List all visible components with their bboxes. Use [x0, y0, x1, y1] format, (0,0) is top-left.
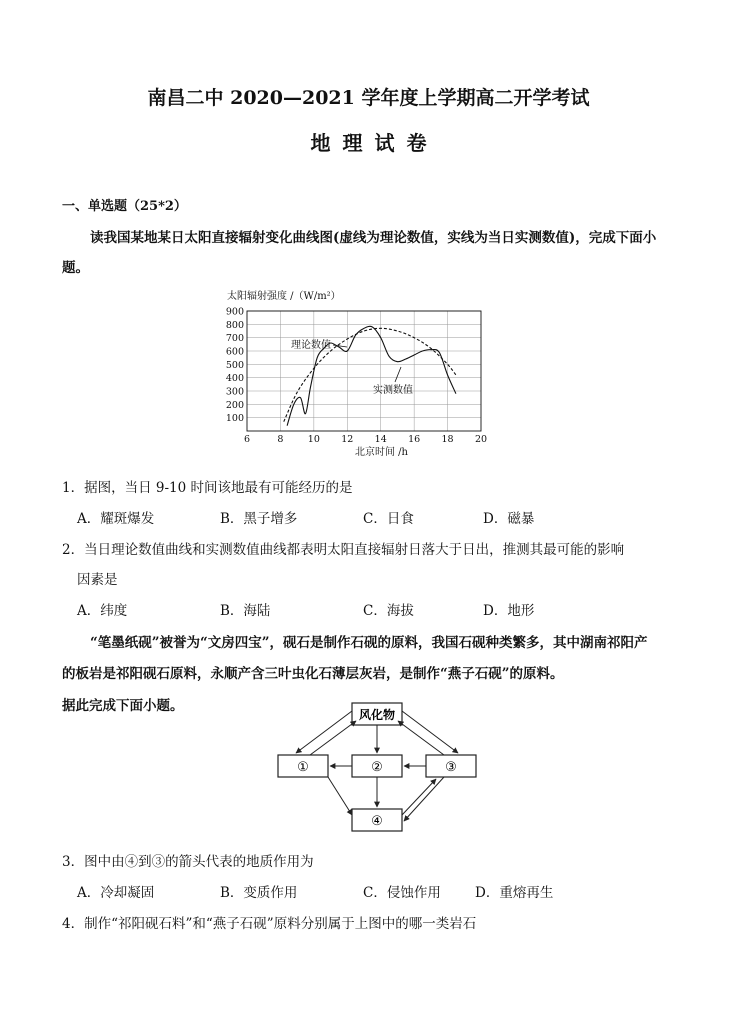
annotation-theory: 理论数值: [291, 340, 331, 351]
q3-option-d: D．重熔再生: [475, 885, 554, 901]
box-4: [352, 809, 402, 831]
x-tick-label: 20: [474, 434, 488, 445]
q1-option-d: D．磁暴: [483, 511, 535, 527]
y-tick-label: 300: [225, 386, 244, 398]
intro2-line1: “笔墨纸砚”被誉为“文房四宝”，砚石是制作石砚的原料，我国石砚种类繁多，其中湖南祁阳产: [90, 635, 648, 651]
q3-stem: 3．图中由④到③的箭头代表的地质作用为: [62, 854, 314, 870]
q3-option-c: C．侵蚀作用: [363, 885, 441, 901]
y-tick-label: 900: [225, 306, 244, 318]
q3-option-a: A．冷却凝固: [77, 885, 155, 901]
q2-stem-line1: 2．当日理论数值曲线和实测数值曲线都表明太阳直接辐射日落大于日出，推测其最可能的影响: [62, 542, 625, 558]
box-2: [352, 755, 402, 777]
x-tick-label: 12: [341, 434, 354, 445]
x-tick-label: 10: [307, 434, 320, 445]
q1-stem: 1．据图，当日 9-10 时间该地最有可能经历的是: [62, 480, 353, 496]
chart-y-ticks: [226, 307, 244, 425]
y-tick-label: 700: [225, 333, 244, 345]
solar-radiation-chart: [215, 287, 505, 459]
q4-stem: 4．制作“祁阳砚石料”和“燕子石砚”原料分别属于上图中的哪一类岩石: [62, 916, 477, 932]
rock-cycle-diagram: [268, 697, 478, 837]
intro1-line2: 题。: [62, 260, 89, 276]
q2-option-a: A．纬度: [77, 603, 128, 619]
x-tick-label: 18: [441, 434, 454, 445]
y-tick-label: 100: [225, 413, 244, 425]
annotation-measured-pointer: [395, 367, 401, 382]
y-tick-label: 800: [225, 319, 244, 331]
y-tick-label: 200: [225, 399, 244, 411]
y-tick-label: 400: [225, 373, 244, 385]
q2-option-d: D．地形: [483, 603, 535, 619]
x-tick-label: 6: [243, 434, 251, 445]
svg-text:②: ②: [371, 760, 383, 775]
x-tick-label: 8: [277, 434, 284, 445]
y-tick-label: 600: [225, 346, 244, 358]
chart-x-ticks: [244, 434, 487, 445]
box-3: [426, 755, 476, 777]
q1-option-c: C．日食: [363, 511, 414, 527]
chart-ylabel: 太阳辐射强度 /（W/m²）: [227, 291, 341, 302]
box-1: [278, 755, 328, 777]
svg-text:③: ③: [445, 760, 457, 775]
section-heading: 一、单选题（25*2）: [62, 199, 187, 214]
x-tick-label: 16: [408, 434, 421, 445]
svg-text:①: ①: [297, 760, 309, 775]
annotation-measured: 实测数值: [373, 385, 413, 396]
chart-xlabel: 北京时间 /h: [355, 447, 408, 458]
intro1-line1: 读我国某地某日太阳直接辐射变化曲线图(虚线为理论数值，实线为当日实测数值)，完成下面小: [90, 230, 657, 246]
q3-option-b: B．变质作用: [220, 885, 298, 901]
intro2-line3: 据此完成下面小题。: [62, 698, 184, 714]
svg-text:风化物: 风化物: [358, 708, 396, 722]
q1-option-b: B．黑子增多: [220, 511, 298, 527]
q2-option-c: C．海拔: [363, 603, 414, 619]
x-tick-label: 14: [374, 434, 387, 445]
svg-text:④: ④: [371, 814, 383, 829]
exam-subtitle: 地理试卷: [310, 131, 439, 155]
q2-stem-line2: 因素是: [77, 572, 118, 588]
q2-option-b: B．海陆: [220, 603, 271, 619]
y-tick-label: 500: [225, 359, 244, 371]
exam-title: 南昌二中 2020—2021 学年度上学期高二开学考试: [147, 87, 590, 109]
box-weathered-material: [352, 703, 402, 725]
intro2-line2: 的板岩是祁阳砚石原料，永顺产含三叶虫化石薄层灰岩，是制作“燕子石砚”的原料。: [62, 666, 564, 682]
q1-option-a: A．耀斑爆发: [77, 511, 155, 527]
